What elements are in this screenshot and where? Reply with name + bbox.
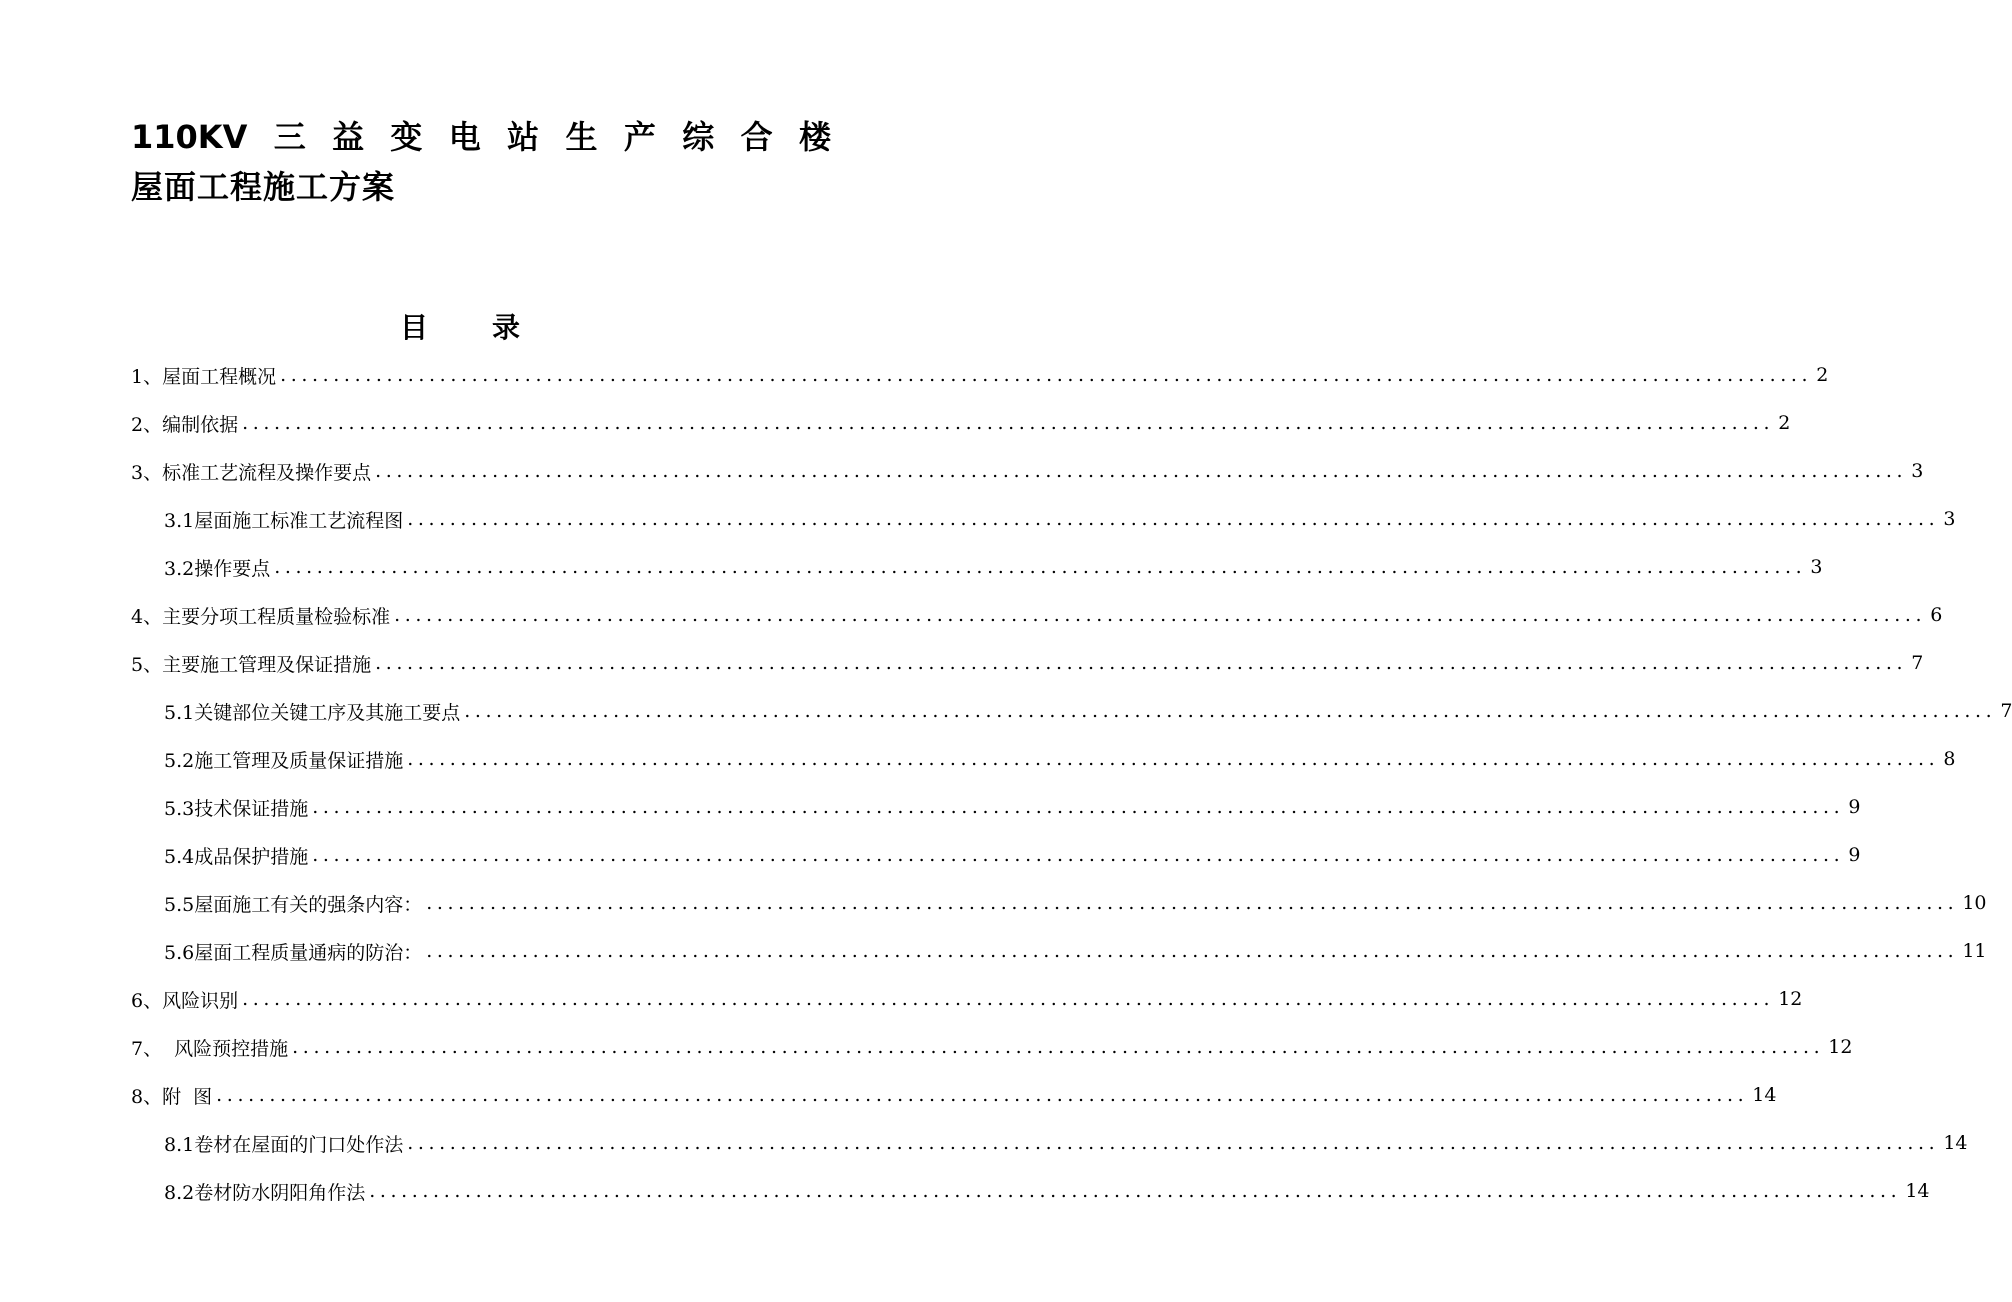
- toc-leader-dots: ................................................................................................................................................: [426, 892, 1959, 914]
- toc-entry-page: 2: [1816, 364, 1829, 386]
- toc-leader-dots: ................................................................................................................................................: [369, 1180, 1902, 1202]
- toc-entry-label: 4、主要分项工程质量检验标准: [131, 605, 391, 628]
- toc-entry-label: 3.1屋面施工标准工艺流程图: [164, 509, 404, 532]
- toc-leader-dots: ................................................................................................................................................: [407, 748, 1940, 770]
- toc-entry-label: 8.1卷材在屋面的门口处作法: [164, 1133, 404, 1156]
- toc-entry-label: 5、主要施工管理及保证措施: [131, 653, 372, 676]
- toc-entry-page: 2: [1778, 412, 1791, 434]
- toc-entry-page: 6: [1930, 604, 1943, 626]
- toc-entry-label: 8、附 图: [131, 1085, 213, 1108]
- toc-leader-dots: ................................................................................................................................................: [426, 940, 1959, 962]
- toc-entry-page: 7: [1911, 652, 1924, 674]
- toc-entry[interactable]: [0, 547, 1823, 587]
- toc-entry[interactable]: [0, 883, 1987, 923]
- toc-leader-dots: ................................................................................................................................................: [242, 988, 1775, 1010]
- toc-heading-char: 录: [492, 311, 521, 344]
- toc-entry-page: 8: [1943, 748, 1956, 770]
- toc-heading-char: 目: [399, 311, 428, 344]
- toc-entry[interactable]: [0, 691, 2012, 731]
- toc-heading: [0, 308, 920, 348]
- toc-leader-dots: ................................................................................................................................................: [216, 1084, 1749, 1106]
- toc-leader-dots: ................................................................................................................................................: [464, 700, 1997, 722]
- toc-leader-dots: ................................................................................................................................................: [274, 556, 1807, 578]
- toc-leader-dots: ................................................................................................................................................: [407, 1132, 1940, 1154]
- toc-entry-label: 3.2操作要点: [164, 557, 271, 580]
- toc-entry-page: 14: [1943, 1132, 1968, 1154]
- toc-entry-label: 5.3技术保证措施: [164, 797, 309, 820]
- toc-entry-label: 8.2卷材防水阴阳角作法: [164, 1181, 366, 1204]
- toc-entry-page: 9: [1848, 844, 1861, 866]
- toc-entry-label: 3、标准工艺流程及操作要点: [131, 461, 372, 484]
- title-char: 益: [332, 118, 365, 156]
- toc-entry-label: 2、编制依据: [131, 413, 239, 436]
- title-char: 站: [507, 118, 540, 156]
- title-word: 110KV: [131, 118, 248, 156]
- toc-entry[interactable]: [0, 595, 1943, 635]
- toc-entry[interactable]: [0, 451, 1924, 491]
- title-line-2: 屋面工程施工方案: [131, 168, 396, 206]
- toc-entry-page: 9: [1848, 796, 1861, 818]
- toc-entry[interactable]: [0, 355, 1829, 395]
- toc-entry-page: 3: [1943, 508, 1956, 530]
- toc-entry-page: 11: [1962, 940, 1987, 962]
- toc-entry-label: 1、屋面工程概况: [131, 365, 277, 388]
- toc-leader-dots: ................................................................................................................................................: [394, 604, 1927, 626]
- toc-entry[interactable]: [0, 931, 1987, 971]
- toc-entry-page: 12: [1778, 988, 1803, 1010]
- title-line-1: [131, 112, 831, 162]
- toc-entry-page: 3: [1911, 460, 1924, 482]
- toc-entry-label: 5.2施工管理及质量保证措施: [164, 749, 404, 772]
- toc-entry-page: 14: [1905, 1180, 1930, 1202]
- toc-entry-page: 7: [2000, 700, 2012, 722]
- toc-entry-page: 14: [1752, 1084, 1777, 1106]
- toc-entry[interactable]: [0, 835, 1861, 875]
- title-char: 变: [390, 118, 423, 156]
- toc-entry[interactable]: [0, 499, 1956, 539]
- toc-entry-label: 7、 风险预控措施: [131, 1037, 289, 1060]
- toc-leader-dots: ................................................................................................................................................: [407, 508, 1940, 530]
- toc-entry-label: 5.6屋面工程质量通病的防治：: [164, 941, 423, 964]
- document-title: [131, 112, 831, 212]
- title-char: 综: [682, 118, 715, 156]
- title-char: 三: [273, 118, 306, 156]
- toc-entry-label: 6、风险识别: [131, 989, 239, 1012]
- toc-entry-label: 5.4成品保护措施: [164, 845, 309, 868]
- title-char: 楼: [798, 118, 831, 156]
- toc-entry[interactable]: [0, 739, 1956, 779]
- toc-entry[interactable]: [0, 1027, 1853, 1067]
- title-char: 合: [740, 118, 773, 156]
- toc-entry-label: 5.5屋面施工有关的强条内容：: [164, 893, 423, 916]
- toc-leader-dots: ................................................................................................................................................: [280, 364, 1813, 386]
- toc-entry[interactable]: [0, 1171, 1930, 1211]
- toc-entry[interactable]: [0, 1123, 1968, 1163]
- toc-leader-dots: ................................................................................................................................................: [242, 412, 1775, 434]
- toc-entry[interactable]: [0, 403, 1791, 443]
- toc-entry[interactable]: [0, 643, 1924, 683]
- toc-leader-dots: ................................................................................................................................................: [375, 460, 1908, 482]
- toc-entry[interactable]: [0, 787, 1861, 827]
- title-char: 生: [565, 118, 598, 156]
- toc-leader-dots: ................................................................................................................................................: [375, 652, 1908, 674]
- title-char: 电: [448, 118, 481, 156]
- toc-leader-dots: ................................................................................................................................................: [312, 796, 1845, 818]
- toc-entry[interactable]: [0, 979, 1803, 1019]
- toc-entry[interactable]: [0, 1075, 1777, 1115]
- toc-leader-dots: ................................................................................................................................................: [292, 1036, 1825, 1058]
- toc-entry-label: 5.1关键部位关键工序及其施工要点: [164, 701, 461, 724]
- title-char: 产: [623, 118, 656, 156]
- toc-leader-dots: ................................................................................................................................................: [312, 844, 1845, 866]
- toc-entry-page: 12: [1828, 1036, 1853, 1058]
- toc-entry-page: 3: [1810, 556, 1823, 578]
- toc-entry-page: 10: [1962, 892, 1987, 914]
